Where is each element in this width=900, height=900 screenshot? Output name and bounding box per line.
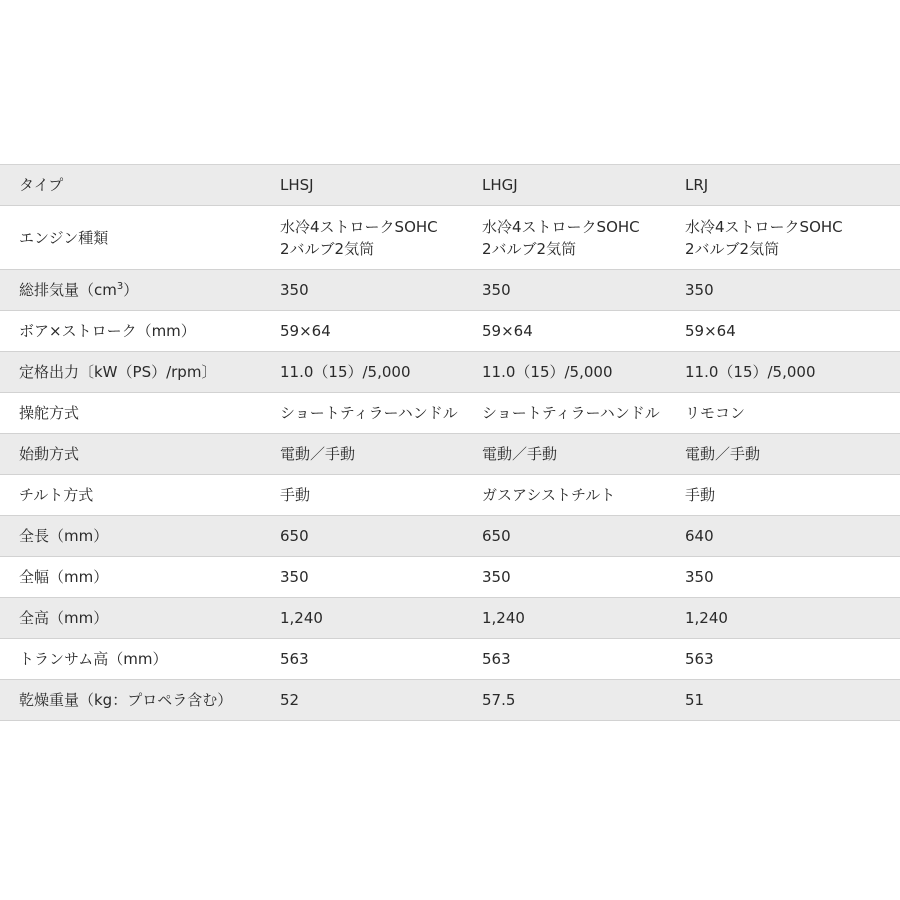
cell-lrj: 水冷4ストロークSOHC 2バルブ2気筒 (685, 206, 900, 270)
row-label: ボア×ストローク（mm） (0, 311, 280, 352)
cell-lrj: 1,240 (685, 598, 900, 639)
cell-lhsj: LHSJ (280, 165, 482, 206)
row-label: 乾燥重量（kg：プロペラ含む） (0, 680, 280, 721)
table-row-rated-output (0, 352, 900, 393)
cell-lhsj: 563 (280, 639, 482, 680)
cell-lhgj: 電動／手動 (482, 434, 685, 475)
table-row-dry-weight (0, 680, 900, 721)
cell-lhgj: 1,240 (482, 598, 685, 639)
table-row-width (0, 557, 900, 598)
cell-lrj: 59×64 (685, 311, 900, 352)
cell-lhgj: 11.0（15）/5,000 (482, 352, 685, 393)
row-label: 操舵方式 (0, 393, 280, 434)
cell-lhgj: ガスアシストチルト (482, 475, 685, 516)
row-label: 定格出力〔kW（PS）/rpm〕 (0, 352, 280, 393)
table-row-height (0, 598, 900, 639)
table-row-starting (0, 434, 900, 475)
row-label: 全幅（mm） (0, 557, 280, 598)
row-label-text: 総排気量（cm (19, 281, 117, 299)
table-row-tilt (0, 475, 900, 516)
row-label: チルト方式 (0, 475, 280, 516)
cell-lhsj: 350 (280, 557, 482, 598)
cell-lhgj: LHGJ (482, 165, 685, 206)
cell-lhsj: 手動 (280, 475, 482, 516)
cell-lrj: 電動／手動 (685, 434, 900, 475)
row-label (0, 270, 280, 311)
cell-lhsj: 11.0（15）/5,000 (280, 352, 482, 393)
cell-lrj: リモコン (685, 393, 900, 434)
table-row-displacement (0, 270, 900, 311)
cell-lhsj: ショートティラーハンドル (280, 393, 482, 434)
table-row-length (0, 516, 900, 557)
cell-lhsj: 52 (280, 680, 482, 721)
row-label-suffix: ） (123, 281, 139, 299)
row-label: 全長（mm） (0, 516, 280, 557)
cell-lrj: 11.0（15）/5,000 (685, 352, 900, 393)
cell-lrj: 640 (685, 516, 900, 557)
table-row-engine-type (0, 206, 900, 270)
row-label: エンジン種類 (0, 206, 280, 270)
cell-lhsj: 電動／手動 (280, 434, 482, 475)
cell-lrj: 563 (685, 639, 900, 680)
row-label: トランサム高（mm） (0, 639, 280, 680)
cell-lrj: LRJ (685, 165, 900, 206)
cell-lrj: 51 (685, 680, 900, 721)
cell-lhsj: 水冷4ストロークSOHC 2バルブ2気筒 (280, 206, 482, 270)
cell-lhgj: 650 (482, 516, 685, 557)
cell-lhgj: 57.5 (482, 680, 685, 721)
row-label: タイプ (0, 165, 280, 206)
table-row-steering (0, 393, 900, 434)
cell-lrj: 350 (685, 557, 900, 598)
cell-lhgj: 350 (482, 270, 685, 311)
cell-lhgj: 350 (482, 557, 685, 598)
superscript-unit: 3 (116, 281, 124, 292)
cell-lhgj: ショートティラーハンドル (482, 393, 685, 434)
cell-lhgj: 563 (482, 639, 685, 680)
cell-lhsj: 59×64 (280, 311, 482, 352)
table-row-transom-height (0, 639, 900, 680)
spec-table (0, 164, 900, 721)
cell-lhgj: 水冷4ストロークSOHC 2バルブ2気筒 (482, 206, 685, 270)
table-row-type (0, 165, 900, 206)
cell-lrj: 350 (685, 270, 900, 311)
cell-lhsj: 1,240 (280, 598, 482, 639)
cell-lrj: 手動 (685, 475, 900, 516)
cell-lhsj: 650 (280, 516, 482, 557)
table-row-bore-stroke (0, 311, 900, 352)
row-label: 全高（mm） (0, 598, 280, 639)
cell-lhgj: 59×64 (482, 311, 685, 352)
row-label: 始動方式 (0, 434, 280, 475)
cell-lhsj: 350 (280, 270, 482, 311)
